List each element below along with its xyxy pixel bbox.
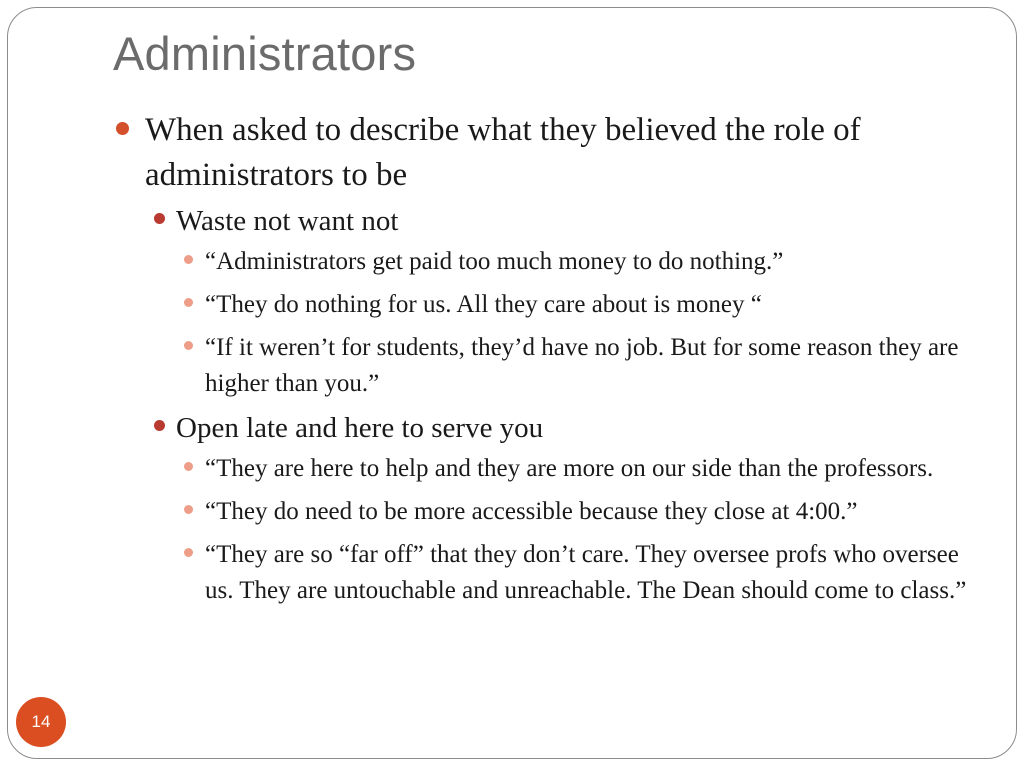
bullet-text: When asked to describe what they believed the role of administrators to be: [145, 112, 861, 193]
quote-text: “If it weren’t for students, they’d have no job. But for some reason they are higher than you.”: [205, 334, 959, 397]
bullet-dot-icon: [154, 420, 165, 431]
bullet-text: Waste not want not: [176, 205, 399, 237]
bullet-level2-item: [113, 409, 973, 447]
quote-text: “They are so “far off” that they don’t care. They oversee profs who oversee us. They are untouchable and unreachable. The Dean should come to class.”: [205, 541, 967, 604]
quote-item: [113, 244, 973, 280]
quote-text: “They do need to be more accessible because they close at 4:00.”: [205, 498, 858, 525]
quote-item: [113, 494, 973, 530]
bullet-dot-icon: [184, 462, 193, 471]
bullet-dot-icon: [154, 213, 165, 224]
slide-title: Administrators: [113, 27, 417, 80]
bullet-level1-item: [113, 108, 973, 198]
quote-text: “Administrators get paid too much money to do nothing.”: [205, 248, 784, 275]
bullet-dot-icon: [184, 548, 193, 557]
quote-item: [113, 287, 973, 323]
quote-text: “They do nothing for us. All they care about is money “: [205, 291, 762, 318]
quote-item: [113, 451, 973, 487]
bullet-dot-icon: [184, 341, 193, 350]
quote-text: “They are here to help and they are more on our side than the professors.: [205, 455, 934, 482]
bullet-dot-icon: [116, 122, 129, 135]
slide-content: [113, 108, 973, 616]
bullet-dot-icon: [184, 505, 193, 514]
bullet-level2-item: [113, 202, 973, 240]
quote-item: [113, 330, 973, 402]
page-number-badge: 14: [16, 697, 66, 747]
quote-item: [113, 537, 973, 609]
bullet-dot-icon: [184, 255, 193, 264]
bullet-text: Open late and here to serve you: [176, 412, 544, 444]
bullet-dot-icon: [184, 298, 193, 307]
